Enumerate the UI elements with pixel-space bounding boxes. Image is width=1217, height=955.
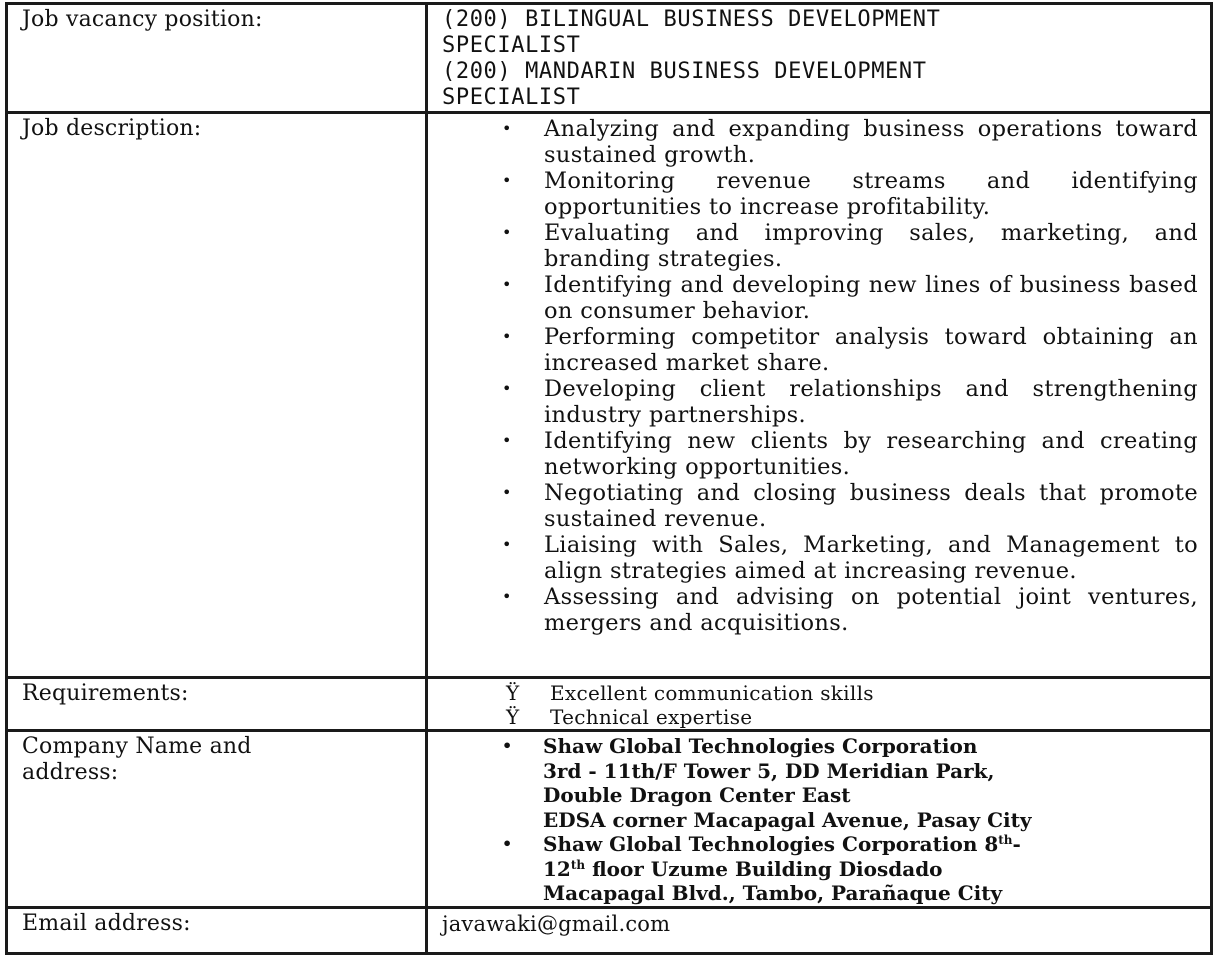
requirements-list-cell [427, 678, 1212, 731]
list-item: Ÿ Technical expertise [506, 705, 753, 729]
label-requirements: Requirements: [7, 678, 427, 731]
company-address-list [442, 734, 1198, 906]
list-item: Ÿ Excellent communication skills [506, 681, 874, 705]
row-job-description [7, 113, 1212, 678]
row-company [7, 731, 1212, 908]
address-paranaque: • Shaw Global Technologies Corporation 8th- 12th floor Uzume Building Diosdado Macapagal Blvd., Tambo, Parañaque City [502, 832, 1021, 905]
email-address[interactable]: javawaki@gmail.com [427, 907, 1212, 953]
list-item: • Developing client relationships and strengthening industry partnerships. [502, 376, 1198, 428]
list-item: • Performing competitor analysis toward obtaining an increased market share. [502, 324, 1198, 376]
job-posting-table [5, 2, 1213, 955]
label-job-description: Job description: [7, 113, 427, 678]
list-item: • Liaising with Sales, Marketing, and Management to align strategies aimed at increasing revenue. [502, 532, 1198, 584]
position-line: SPECIALIST [442, 33, 581, 58]
requirements-list [442, 681, 1198, 729]
job-duties-list [442, 116, 1198, 636]
bullet-icon: • [502, 483, 512, 502]
bullet-icon: • [502, 327, 512, 346]
address-pasay: • Shaw Global Technologies Corporation 3rd - 11th/F Tower 5, DD Meridian Park, Double Dragon Center East EDSA corner Macapagal Avenue, Pasay City [502, 734, 1032, 832]
bullet-icon: • [502, 223, 512, 242]
list-item: • Evaluating and improving sales, marketing, and branding strategies. [502, 220, 1198, 272]
bullet-marker-icon: Ÿ [506, 681, 520, 705]
list-item: • Analyzing and expanding business operations toward sustained growth. [502, 116, 1198, 168]
bullet-icon: • [502, 587, 512, 606]
list-item: • Monitoring revenue streams and identifying opportunities to increase profitability. [502, 168, 1198, 220]
job-vacancy-positions [427, 4, 1212, 113]
row-job-vacancy [7, 4, 1212, 113]
bullet-icon: • [502, 834, 513, 853]
job-description-list-cell [427, 113, 1212, 678]
label-job-vacancy: Job vacancy position: [7, 4, 427, 113]
row-requirements [7, 678, 1212, 731]
list-item: • Identifying and developing new lines of business based on consumer behavior. [502, 272, 1198, 324]
list-item: • Assessing and advising on potential joint ventures, mergers and acquisitions. [502, 584, 1198, 636]
bullet-marker-icon: Ÿ [506, 705, 520, 729]
bullet-icon: • [502, 119, 512, 138]
position-line: SPECIALIST [442, 85, 581, 110]
bullet-icon: • [502, 275, 512, 294]
list-item: • Identifying new clients by researching and creating networking opportunities. [502, 428, 1198, 480]
company-address-cell [427, 731, 1212, 908]
list-item: • Negotiating and closing business deals that promote sustained revenue. [502, 480, 1198, 532]
position-line: (200) BILINGUAL BUSINESS DEVELOPMENT [442, 7, 941, 32]
bullet-icon: • [502, 535, 512, 554]
row-email [7, 907, 1212, 953]
bullet-icon: • [502, 379, 512, 398]
position-line: (200) MANDARIN BUSINESS DEVELOPMENT [442, 59, 927, 84]
label-email: Email address: [7, 907, 427, 953]
bullet-icon: • [502, 171, 512, 190]
bullet-icon: • [502, 736, 513, 755]
label-company: Company Name and address: [7, 731, 427, 908]
bullet-icon: • [502, 431, 512, 450]
